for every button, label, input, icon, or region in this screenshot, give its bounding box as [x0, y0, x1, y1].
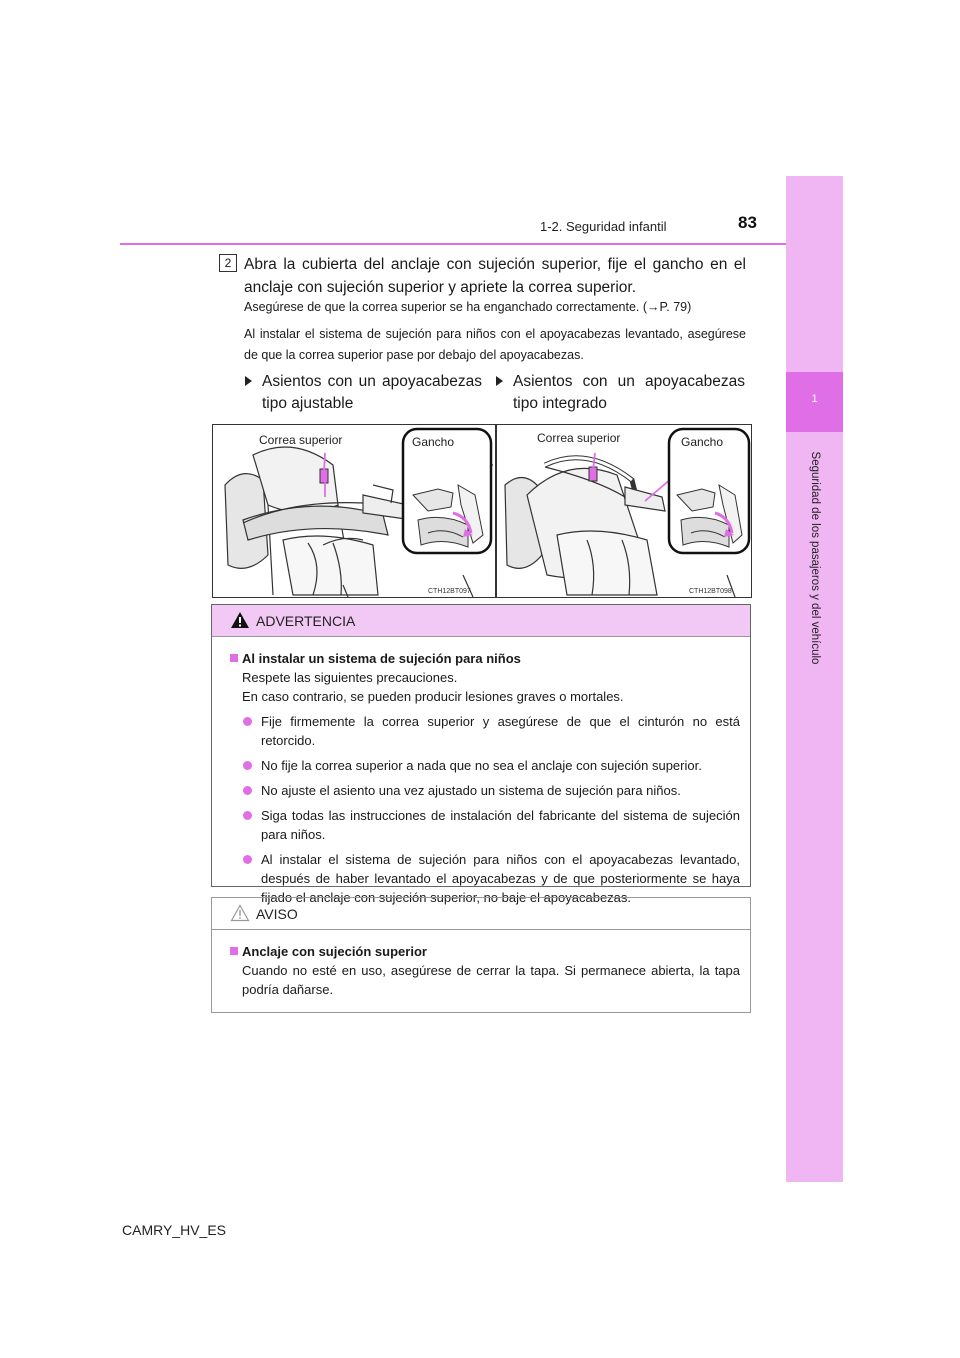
figure-code: CTH12BT097 [428, 588, 471, 595]
chapter-title: Seguridad de los pasajeros y del vehículo [809, 451, 821, 665]
step-number-badge: 2 [219, 254, 237, 272]
notice-title: AVISO [256, 906, 298, 922]
warning-intro-2: En caso contrario, se pueden producir lesiones graves o mortales. [242, 689, 624, 704]
round-bullet-icon [243, 855, 252, 864]
notice-header [212, 898, 750, 930]
callout-strap: Correa superior [259, 433, 343, 447]
variant-label: Asientos con un apoyacabezas tipo ajustable [262, 373, 482, 412]
warning-header [212, 605, 750, 637]
notice-triangle-icon [230, 904, 250, 922]
round-bullet-icon [243, 811, 252, 820]
step-note-hook: Asegúrese de que la correa superior se ha enganchado correctamente. (→P. 79) [244, 300, 692, 314]
warning-title: ADVERTENCIA [256, 613, 356, 629]
illustration-adjustable-headrest [212, 424, 496, 598]
figure-code: CTH12BT098 [689, 588, 732, 595]
notice-box [211, 897, 751, 1013]
callout-hook: Gancho [412, 435, 455, 449]
callout-hook: Gancho [681, 435, 724, 449]
triangle-bullet-icon [496, 376, 503, 386]
warning-intro-1: Respete las siguientes precauciones. [242, 670, 458, 685]
page-number: 83 [738, 213, 757, 232]
square-bullet-icon [230, 654, 238, 662]
warning-triangle-icon [230, 611, 250, 629]
callout-strap: Correa superior [537, 431, 621, 445]
seat-tether-drawing [213, 425, 496, 598]
warning-body [212, 637, 750, 907]
warning-bullet: No fije la correa superior a nada que no sea el anclaje con sujeción superior. [230, 756, 742, 775]
variant-label: Asientos con un apoyacabezas tipo integrado [513, 373, 745, 412]
notice-body [212, 930, 750, 999]
step-instruction: Abra la cubierta del anclaje con sujeción superior, fije el gancho en el anclaje con sujeción superior y apriete la correa superior. [244, 256, 746, 296]
header-rule [120, 243, 786, 245]
warning-bullet: Siga todas las instrucciones de instalación del fabricante del sistema de sujeción para niños. [230, 806, 742, 844]
warning-bullet: Al instalar el sistema de sujeción para niños con el apoyacabezas levantado, después de haber levantado el apoyacabezas y de que posteriormente se haya fijado el anclaje con sujeción superior, no baje el apoyacabezas. [230, 850, 742, 907]
warning-box [211, 604, 751, 905]
section-title: 1-2. Seguridad infantil [540, 219, 667, 234]
notice-subhead: Anclaje con sujeción superior [230, 942, 742, 961]
warning-bullet: No ajuste el asiento una vez ajustado un sistema de sujeción para niños. [230, 781, 742, 800]
round-bullet-icon [243, 786, 252, 795]
warning-bullet: Fije firmemente la correa superior y asegúrese de que el cinturón no está retorcido. [230, 712, 742, 750]
triangle-bullet-icon [245, 376, 252, 386]
footer-model: CAMRY_HV_ES [122, 1222, 227, 1238]
seat-tether-drawing [497, 425, 752, 598]
square-bullet-icon [230, 947, 238, 955]
round-bullet-icon [243, 761, 252, 770]
notice-text: Cuando no esté en uso, asegúrese de cerrar la tapa. Si permanece abierta, la tapa podría dañarse. [242, 963, 740, 997]
warning-subhead: Al instalar un sistema de sujeción para niños [230, 649, 742, 668]
step-note-headrest: Al instalar el sistema de sujeción para niños con el apoyacabezas levantado, asegúrese de que la correa superior pase por debajo del apoyacabezas. [244, 327, 746, 362]
illustration-integrated-headrest [496, 424, 752, 598]
chapter-number: 1 [811, 393, 818, 405]
round-bullet-icon [243, 717, 252, 726]
